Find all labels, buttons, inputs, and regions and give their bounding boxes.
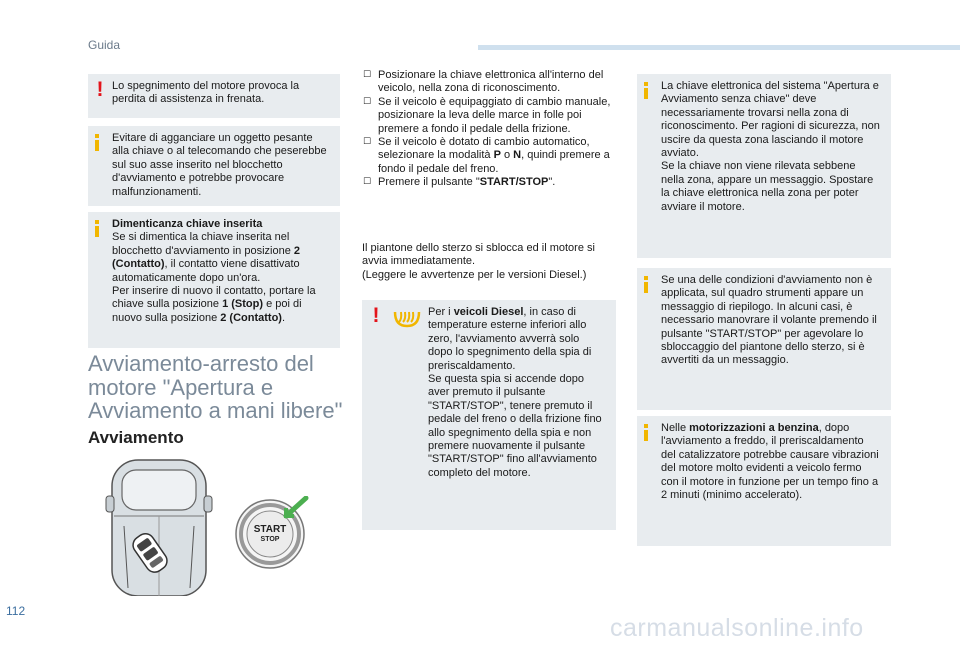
- start-label: START: [253, 524, 287, 535]
- list-item-emph: START/STOP: [479, 176, 549, 189]
- info-text: La chiave elettronica del sistema "Apertura e Avviamento senza chiave" deve necessariamente trovarsi nella zona di riconoscimento. Per ragioni di sicurezza, non uscire da questa zona lasciando il motore avviato.: [661, 80, 880, 160]
- info-box-start-conditions: [637, 268, 891, 410]
- paragraph-text: Il piantone dello sterzo si sblocca ed il motore si avvia immediatamente.: [362, 242, 595, 268]
- info-box-key-weight: [88, 126, 340, 206]
- info-text: Se la chiave non viene rilevata sebbene nella zona, appare un messaggio. Spostare la chiave elettronica nella zona per poter avviare il motore.: [661, 160, 874, 213]
- info-icon: [644, 276, 648, 293]
- info-emph: 2 (Contatto): [112, 244, 301, 271]
- info-icon: [644, 82, 648, 99]
- info-text: .: [281, 311, 286, 324]
- page-number: 112: [6, 604, 26, 618]
- info-box-petrol-engines: [637, 416, 891, 546]
- warning-text: Lo spegnimento del motore provoca la perdita di assistenza in frenata.: [112, 80, 300, 106]
- info-text: , il contatto viene disattivato automaticamente dopo un'ora.: [112, 258, 300, 284]
- procedure-list: [362, 69, 614, 190]
- paragraph: [362, 242, 612, 282]
- list-item-emph: N: [513, 149, 522, 162]
- list-item: [362, 69, 614, 96]
- watermark: carmanualsonline.info: [610, 614, 864, 642]
- info-box-key-forgotten: [88, 212, 340, 348]
- checkbox-bullet-icon: ☐: [363, 96, 372, 107]
- info-emph: motorizzazioni a benzina: [689, 422, 819, 434]
- info-title: Dimenticanza chiave inserita: [112, 218, 263, 230]
- list-item-text: Se il veicolo è equipaggiato di cambio manuale, posizionare la leva delle marce in folle poi premere a fondo il pedale della frizione.: [378, 95, 611, 135]
- section-subtitle: Avviamento: [88, 428, 184, 447]
- info-icon: [95, 134, 99, 151]
- info-text: Se si dimentica la chiave inserita nel blocchetto d'avviamento in posizione: [112, 231, 294, 257]
- glow-plug-icon: [392, 310, 422, 328]
- info-text: Nelle: [661, 422, 690, 434]
- section-title: Avviamento-arresto del motore "Apertura e Avviamento a mani libere": [88, 351, 343, 423]
- start-stop-button-icon: [234, 496, 314, 570]
- diesel-emph: veicoli Diesel: [453, 306, 524, 318]
- info-text: Per inserire di nuovo il contatto, portare la chiave sulla posizione: [112, 285, 316, 311]
- info-text: Evitare di agganciare un oggetto pesante alla chiave o al telecomando che peserebbe sul suo asse inserito nel blocchetto d'avviamento e potrebbe provocare malfunzionamenti.: [112, 132, 327, 198]
- list-item-text: o: [500, 149, 514, 162]
- checkbox-bullet-icon: ☐: [363, 137, 372, 148]
- checkbox-bullet-icon: ☐: [363, 177, 372, 188]
- list-item-emph: P: [493, 149, 501, 162]
- header-bar: [478, 45, 960, 50]
- info-text: , dopo l'avviamento a freddo, il preriscaldamento del catalizzatore potrebbe causare vibrazioni del motore molto evidenti a veicolo fermo con il motore in funzione per un tempo fino a 2 minuti (minimo accelerato).: [661, 422, 879, 502]
- diesel-text: , in caso di temperature esterne inferiori allo zero, l'avviamento avverrà solo dopo lo spegnimento della spia di preriscaldamento.: [428, 306, 592, 372]
- info-icon: [95, 220, 99, 237]
- diesel-text: Per i: [428, 306, 454, 318]
- paragraph-text: (Leggere le avvertenze per le versioni Diesel.): [362, 268, 587, 281]
- checkbox-bullet-icon: ☐: [363, 70, 372, 80]
- list-item-text: Se il veicolo è dotato di cambio automatico, selezionare la modalità: [378, 136, 590, 162]
- diesel-warning-box: [362, 300, 616, 530]
- car-key-icon: [104, 456, 214, 596]
- list-item-text: , quindi premere a fondo il pedale del freno.: [378, 149, 610, 175]
- list-item: [362, 136, 614, 176]
- info-emph: 1 (Stop): [222, 298, 264, 311]
- warning-box-braking: [88, 74, 340, 118]
- stop-label: STOP: [260, 536, 280, 543]
- warning-icon: !: [96, 78, 104, 101]
- info-box-key-zone: [637, 74, 891, 258]
- list-item-text: ".: [548, 176, 556, 189]
- info-text: Se una delle condizioni d'avviamento non è applicata, sul quadro strumenti appare un messaggio di riepilogo. In alcuni casi, è necessario manovrare il volante premendo il pulsante "START/STOP" per agevolare lo sbloccaggio del piantone dello sterzo, si è avvertiti da un messaggio.: [661, 274, 877, 367]
- list-item-text: Premere il pulsante ": [378, 176, 480, 189]
- list-item: [362, 96, 614, 136]
- info-emph: 2 (Contatto): [220, 311, 282, 324]
- list-item: [362, 176, 614, 189]
- header-label: Guida: [88, 38, 121, 52]
- info-text: e poi di nuovo sulla posizione: [112, 298, 302, 324]
- warning-icon: !: [372, 304, 380, 327]
- diesel-text: Se questa spia si accende dopo aver premuto il pulsante "START/STOP", tenere premuto il pedale del freno o della frizione fino allo spegnimento della spia e non premere nuovamente il pulsante "START/STOP" fino all'avviamento completo del motore.: [428, 373, 602, 479]
- info-icon: [644, 424, 648, 441]
- list-item-text: Posizionare la chiave elettronica all'interno del veicolo, nella zona di riconoscimento.: [378, 69, 604, 95]
